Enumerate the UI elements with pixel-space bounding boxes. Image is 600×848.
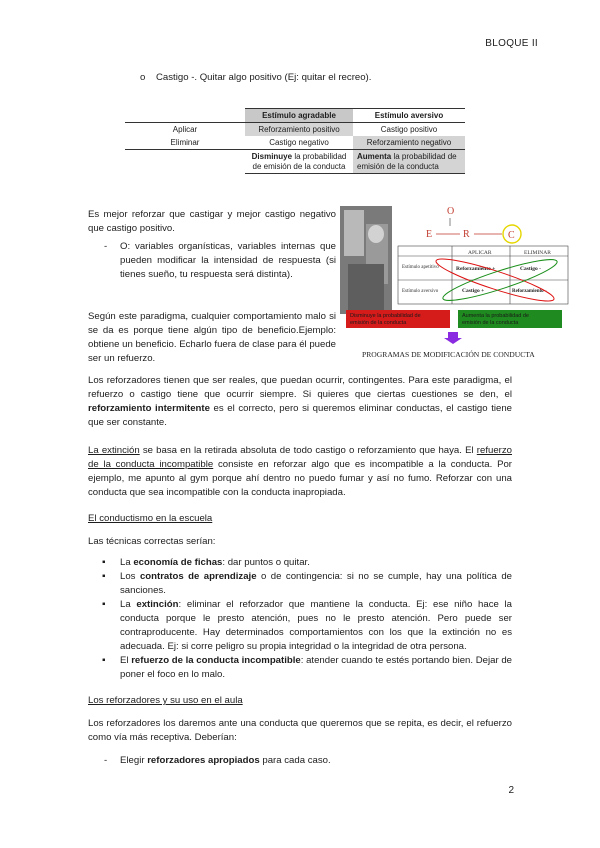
circle-bullet-icon: o [140,72,146,83]
diagram-letter-r: R [463,229,470,240]
decrease-box-text-1: Disminuye la probabilidad de [350,313,421,319]
table-cell: Reforzamiento negativo [353,136,465,150]
table-cell: Castigo positivo [380,125,438,134]
techniques-list [88,556,512,682]
diagram-letter-o: O [447,206,455,217]
section-heading-reinforcers: Los reforzadores y su uso en el aula [88,695,243,706]
section-heading-school: El conductismo en la escuela [88,513,213,524]
list-item: ▪ El refuerzo de la conducta incompatible: atender cuando te estés portando bien. Dejar de poner el foco en lo malo. [88,654,512,682]
table-footer-cell: Disminuye la probabilidad de emisión de la conducta [245,150,353,174]
conduct-modification-figure [340,204,572,362]
decrease-box-text-2: emisión de la conducta [350,320,407,326]
down-arrow-icon [444,338,462,344]
matrix-row-label: Estímulo aversivo [402,289,439,294]
dash-list-item: - O: variables organísticas, variables internas que pueden modificar la intensidad de respuesta (si tienes sueño, tu respuesta será distinta). [104,241,336,280]
row-label: Aplicar [172,125,198,134]
castigo-bullet: o Castigo -. Quitar algo positivo (Ej: quitar el recreo). [140,72,372,83]
reinforcers-paragraph: Los reforzadores tienen que ser reales, que puedan ocurrir, contingentes. Para este paradigma, el refuerzo o castigo tiene que ocurrir siempre. Si quieres que ciertas cuestiones se den, el reforzamiento intermitente es el correcto, pero si queremos eliminar conductas, el castigo tiene que ser constante. [88,375,512,428]
page-header: BLOQUE II [485,38,538,49]
conditioning-table [125,108,465,174]
reinforcers-intro: Los reforzadores los daremos ante una conducta que queremos que se repita, es decir, el refuerzo como vía más receptiva. Deberían: [88,718,512,743]
list-item: ▪ La economía de fichas: dar puntos o quitar. [88,556,512,570]
col-header: Estímulo agradable [245,109,353,123]
increase-box-text-1: Aumenta la probabilidad de [462,313,529,319]
matrix-col-header: APLICAR [468,250,492,256]
matrix-col-header: ELIMINAR [524,250,551,256]
diagram-letter-c: C [508,230,515,241]
matrix-row-label: Estímulo apetitivo [402,265,439,270]
diagram-letter-e: E [426,229,433,240]
table-cell: Castigo negativo [245,136,353,150]
table-cell: Reforzamiento positivo [245,123,353,137]
matrix-cell: Castigo + [462,288,485,294]
col-header: Estímulo aversivo [353,109,465,123]
matrix-cell: Castigo - [520,266,541,272]
matrix-cell: Reforzamiento + [456,266,496,272]
figure-graphic [340,204,572,362]
increase-box-text-2: emisión de la conducta [462,320,519,326]
page-number: 2 [508,785,514,796]
list-item: ▪ La extinción: eliminar el reforzador que mantiene la conducta. Ej: ese niño hace la conducta porque le presto atención, pues no le presto atención. Pero puede ser contraproducente. Hay determinados comportamientos con los que la extinción no es adecuada. Ej: si corre peligro su propia integridad o la integridad de otra persona. [88,598,512,654]
dash-list-item: - Elegir reforzadores apropiados para cada caso. [104,755,331,766]
figure-caption: PROGRAMAS DE MODIFICACIÓN DE CONDUCTA [362,350,535,359]
intro-paragraph: Es mejor reforzar que castigar y mejor castigo negativo que castigo positivo. [88,209,336,234]
list-item: ▪ Los contratos de aprendizaje o de contingencia: si no se cumple, hay una política de sanciones. [88,570,512,598]
row-label: Eliminar [125,136,245,150]
matrix-cell: Reforzamiento - [512,289,547,294]
section-intro: Las técnicas correctas serían: [88,536,216,547]
paradigm-paragraph: Según este paradigma, cualquier comportamiento malo si se da es porque tiene algún tipo de beneficio.Ejemplo: obtiene un beneficio. Echarlo fuera de clase para él puede ser un refuerzo. [88,311,337,364]
table-footer-cell: Aumenta la probabilidad de emisión de la conducta [353,150,465,174]
extinction-paragraph: La extinción se basa en la retirada absoluta de todo castigo o reforzamiento que haya. El refuerzo de la conducta incompatible consiste en reforzar algo que es incompatible a la conducta. Por ejemplo, me apunto al gym porque ahí dentro no puedo fumar y así no fumo. Reforzar con una conducta que sea incompatible con la conducta inapropiada. [88,445,513,498]
